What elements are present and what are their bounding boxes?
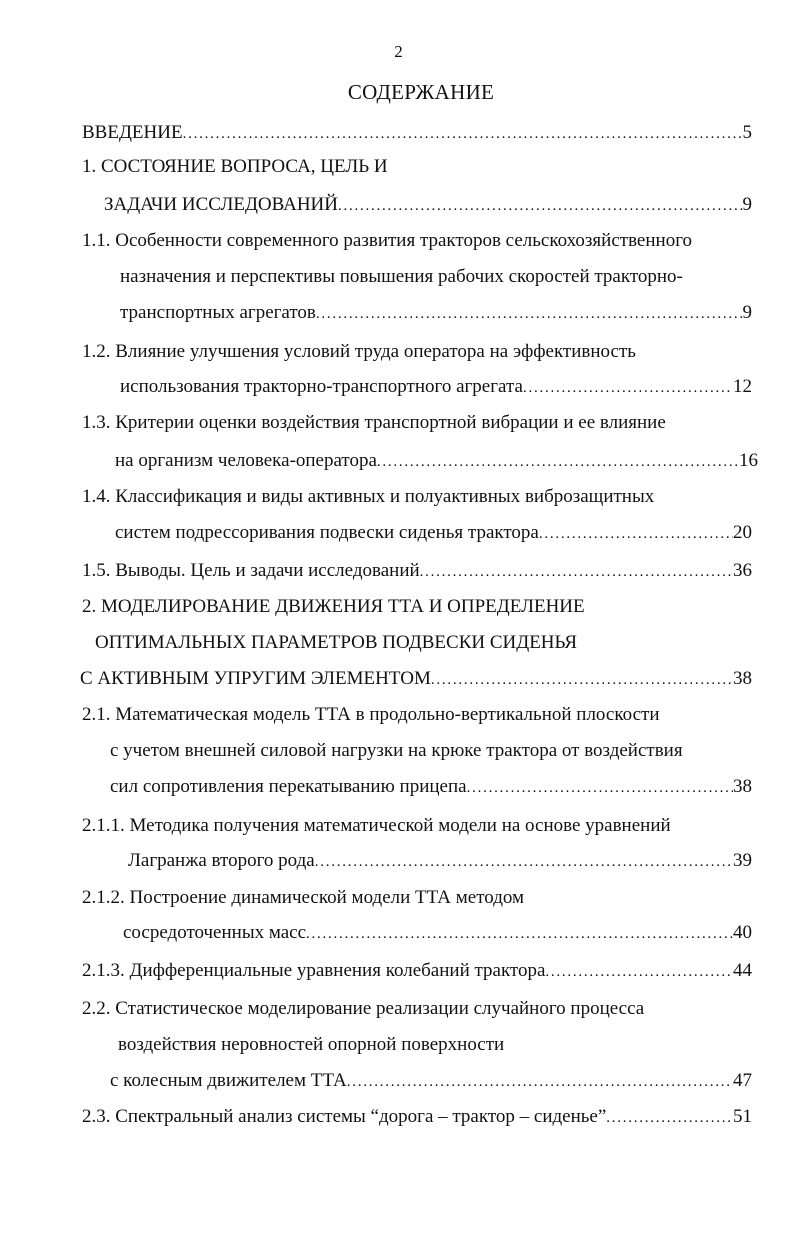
toc-heading-line: 2. МОДЕЛИРОВАНИЕ ДВИЖЕНИЯ ТТА И ОПРЕДЕЛЕНИЕ bbox=[82, 596, 585, 617]
dot-leader bbox=[539, 518, 733, 549]
toc-heading-line: с учетом внешней силовой нагрузки на крюке трактора от воздействия bbox=[110, 740, 683, 761]
toc-entry-title: систем подрессоривания подвески сиденья трактора bbox=[115, 522, 539, 543]
toc-entry-title: 2.3. Спектральный анализ системы “дорога – трактор – сиденье” bbox=[82, 1106, 607, 1127]
toc-entry-page: 20 bbox=[733, 522, 752, 543]
toc-entry bbox=[82, 1102, 752, 1132]
toc-entry bbox=[115, 518, 752, 548]
toc-heading-line: 1.2. Влияние улучшения условий труда оператора на эффективность bbox=[82, 341, 636, 362]
dot-leader bbox=[315, 846, 733, 877]
toc-entry-page: 12 bbox=[733, 376, 752, 397]
toc-heading-line: воздействия неровностей опорной поверхности bbox=[118, 1034, 505, 1055]
toc-entry bbox=[110, 772, 752, 802]
toc-heading-line: 2.1.1. Методика получения математической модели на основе уравнений bbox=[82, 815, 671, 836]
toc-entry-page: 44 bbox=[733, 960, 752, 981]
toc-entry-title: сосредоточенных масс bbox=[123, 922, 307, 943]
toc-entry-page: 9 bbox=[742, 302, 752, 323]
dot-leader bbox=[545, 956, 733, 987]
toc-entry bbox=[128, 846, 752, 876]
toc-entry bbox=[104, 190, 752, 220]
toc-entry-page: 38 bbox=[733, 668, 752, 689]
toc-entry-page: 47 bbox=[733, 1070, 752, 1091]
toc-entry-title: транспортных агрегатов bbox=[120, 302, 316, 323]
toc-heading-line: назначения и перспективы повышения рабочих скоростей тракторно- bbox=[120, 266, 683, 287]
toc-entry-title: 1.5. Выводы. Цель и задачи исследований bbox=[82, 560, 420, 581]
toc-entry-title: Лагранжа второго рода bbox=[128, 850, 315, 871]
toc-entry-title: на организм человека-оператора bbox=[115, 450, 377, 471]
dot-leader bbox=[420, 556, 733, 587]
dot-leader bbox=[377, 446, 739, 477]
toc-entry-page: 40 bbox=[733, 922, 752, 943]
dot-leader bbox=[183, 118, 743, 149]
toc-title: СОДЕРЖАНИЕ bbox=[347, 80, 495, 104]
toc-entry-title: С АКТИВНЫМ УПРУГИМ ЭЛЕМЕНТОМ bbox=[80, 668, 431, 689]
toc-entry bbox=[120, 298, 752, 328]
toc-entry bbox=[82, 556, 752, 586]
toc-entry bbox=[110, 1066, 752, 1096]
toc-entry bbox=[82, 956, 752, 986]
dot-leader bbox=[306, 918, 733, 949]
toc-heading-line: 1.4. Классификация и виды активных и полуактивных виброзащитных bbox=[82, 486, 655, 507]
dot-leader bbox=[347, 1066, 733, 1097]
toc-heading-line: 1.3. Критерии оценки воздействия транспортной вибрации и ее влияние bbox=[82, 412, 666, 433]
toc-entry-page: 5 bbox=[742, 122, 752, 143]
dot-leader bbox=[523, 372, 733, 403]
toc-entry-title: ВВЕДЕНИЕ bbox=[82, 122, 183, 143]
toc-entry-page: 39 bbox=[733, 850, 752, 871]
toc-heading-line: 2.1. Математическая модель ТТА в продольно-вертикальной плоскости bbox=[82, 704, 660, 725]
toc-entry-title: использования тракторно-транспортного агрегата bbox=[120, 376, 523, 397]
dot-leader bbox=[467, 772, 733, 803]
toc-entry-page: 38 bbox=[733, 776, 752, 797]
toc-entry bbox=[80, 664, 752, 694]
toc-heading-line: 1. СОСТОЯНИЕ ВОПРОСА, ЦЕЛЬ И bbox=[82, 156, 388, 177]
toc-heading-line: 1.1. Особенности современного развития тракторов сельскохозяйственного bbox=[82, 230, 693, 251]
dot-leader bbox=[316, 298, 743, 329]
dot-leader bbox=[606, 1102, 733, 1133]
dot-leader bbox=[431, 664, 733, 695]
page-number: 2 bbox=[394, 42, 403, 61]
toc-entry-title: ЗАДАЧИ ИССЛЕДОВАНИЙ bbox=[104, 194, 338, 215]
toc-entry bbox=[123, 918, 752, 948]
toc-entry bbox=[115, 446, 758, 476]
toc-entry-page: 16 bbox=[739, 450, 758, 471]
toc-entry bbox=[120, 372, 752, 402]
toc-entry-title: с колесным движителем ТТА bbox=[110, 1070, 347, 1091]
dot-leader bbox=[338, 190, 743, 221]
toc-entry-page: 9 bbox=[742, 194, 752, 215]
toc-entry-page: 36 bbox=[733, 560, 752, 581]
toc-entry bbox=[82, 118, 752, 148]
toc-heading-line: 2.1.2. Построение динамической модели ТТА методом bbox=[82, 887, 525, 908]
toc-heading-line: 2.2. Статистическое моделирование реализации случайного процесса bbox=[82, 998, 645, 1019]
toc-entry-title: 2.1.3. Дифференциальные уравнения колебаний трактора bbox=[82, 960, 546, 981]
toc-entry-title: сил сопротивления перекатыванию прицепа bbox=[110, 776, 467, 797]
toc-heading-line: ОПТИМАЛЬНЫХ ПАРАМЕТРОВ ПОДВЕСКИ СИДЕНЬЯ bbox=[95, 632, 578, 653]
toc-entry-page: 51 bbox=[733, 1106, 752, 1127]
